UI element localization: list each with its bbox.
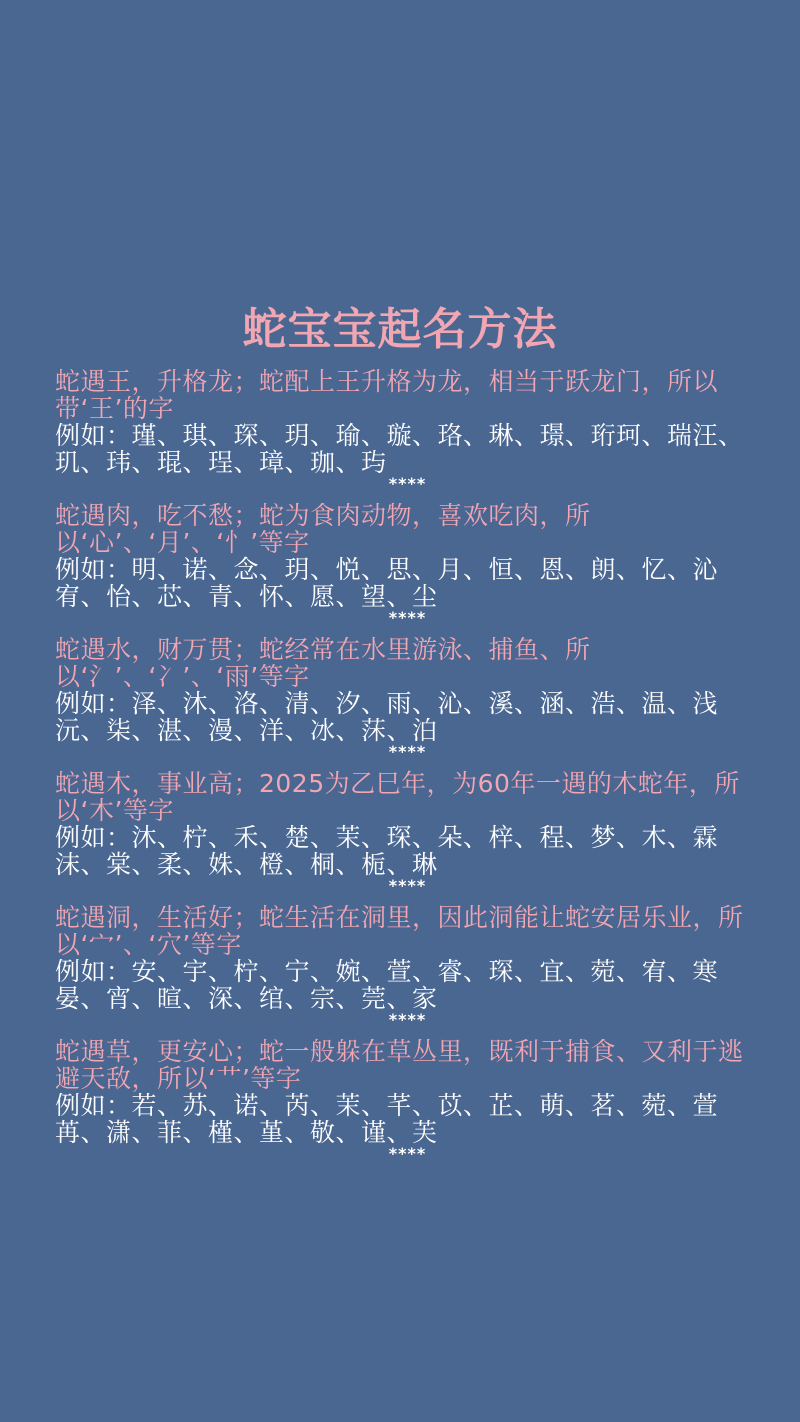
section-examples: 例如：泽、沐、洛、清、汐、雨、沁、溪、涵、浩、温、浅沅、柒、湛、漫、洋、冰、莯、泊	[55, 689, 719, 745]
section-separator: ****	[388, 608, 427, 627]
section-examples: 例如：沐、柠、禾、楚、茉、琛、朵、梓、程、梦、木、霖沫、棠、柔、姝、橙、桐、栀、琳	[55, 823, 719, 879]
sections-list	[55, 368, 760, 1172]
section-separator: ****	[388, 742, 427, 761]
section-rou	[55, 502, 760, 636]
section-heading: 蛇遇肉，吃不愁；蛇为食肉动物，喜欢吃肉，所以‘心’、‘月’、‘忄’等字	[55, 501, 591, 557]
section-separator: ****	[388, 1010, 427, 1029]
section-heading: 蛇遇王，升格龙；蛇配上王升格为龙，相当于跃龙门，所以带‘王’的字	[55, 367, 719, 423]
section-separator: ****	[388, 474, 427, 493]
section-dong	[55, 904, 760, 1038]
section-examples: 例如：若、苏、诺、芮、茉、芊、苡、芷、萌、茗、菀、萱苒、潇、菲、槿、堇、敬、谨、芙	[55, 1091, 719, 1147]
section-heading: 蛇遇水，财万贯；蛇经常在水里游泳、捕鱼、所以‘氵’、‘冫’、‘雨’等字	[55, 635, 591, 691]
section-shui	[55, 636, 760, 770]
section-cao	[55, 1038, 760, 1172]
section-heading: 蛇遇草，更安心；蛇一般躲在草丛里，既利于捕食、又利于逃避天敌，所以‘艹’等字	[55, 1037, 744, 1093]
section-wang	[55, 368, 760, 502]
page-title: 蛇宝宝起名方法	[242, 304, 558, 355]
section-heading: 蛇遇洞，生活好；蛇生活在洞里，因此洞能让蛇安居乐业，所以‘宀’、‘穴’等字	[55, 903, 744, 959]
section-separator: ****	[388, 1144, 427, 1163]
section-heading: 蛇遇木，事业高；2025为乙巳年，为60年一遇的木蛇年，所以‘木’等字	[55, 769, 740, 825]
section-examples: 例如：瑾、琪、琛、玥、瑜、璇、珞、琳、璟、珩珂、瑞汪、玑、玮、琨、珵、璋、珈、玙	[55, 421, 744, 477]
section-examples: 例如：安、宇、柠、宁、婉、萱、睿、琛、宜、菀、宥、寒晏、宵、暄、深、绾、宗、莞、家	[55, 957, 719, 1013]
section-separator: ****	[388, 876, 427, 895]
section-examples: 例如：明、诺、念、玥、悦、思、月、恒、恩、朗、忆、沁宥、怡、芯、青、怀、愿、望、尘	[55, 555, 719, 611]
section-mu	[55, 770, 760, 904]
